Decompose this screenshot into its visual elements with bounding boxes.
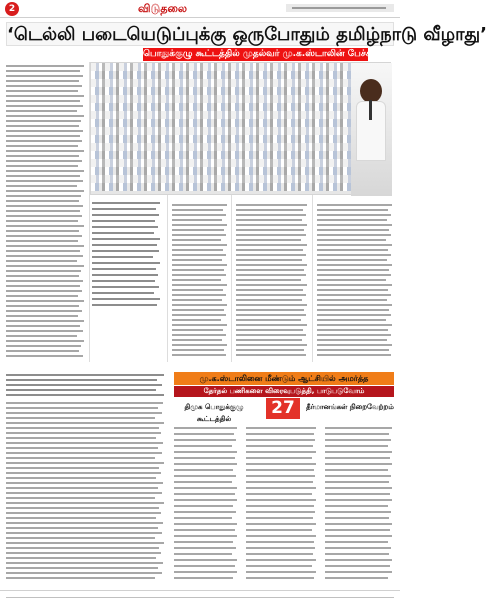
resolution-label-left: திமுக பொதுக்குழு கூட்டத்தில் [184,403,244,423]
page-number-badge: 2 [5,2,19,16]
masthead [0,0,400,18]
microphone-icon [369,100,372,120]
subheadline: பொதுக்குழு கூட்டத்தில் முதல்வர் மு.க.ஸ்டாலின் பேச்சு [143,49,372,59]
article-column [317,202,394,362]
newspaper-logo [138,2,196,15]
newspaper-logo-wordmark: விடுதலை [138,2,188,15]
resolution-count-row [174,398,394,423]
resolution-header: மு.க.ஸ்டாலினை மீண்டும் ஆட்சியில் அமர்த்த [174,372,394,385]
article-column [172,202,228,362]
column-divider [167,195,168,362]
column-divider [231,195,232,362]
rally-crowd-photo [90,62,391,195]
resolution-count: 27 [266,398,300,419]
article-column [236,202,309,362]
resolution-subheader: தேர்தல் பணிகளை விரைவுபடுத்தி, பாடுபடுவோம் [174,386,394,397]
resolution-columns [174,425,394,586]
footer-rule [6,597,394,598]
column-divider [312,195,313,362]
highlight-quote-box [92,200,162,315]
main-headline: ‘டெல்லி படையெடுப்புக்கு ஒருபோதும் தமிழ்நாடு வீழாது’ [7,24,487,45]
footer [0,590,400,604]
resolution-label-right: தீர்மானங்கள் நிறைவேற்றம் [306,403,394,411]
speaker-portrait [351,63,392,196]
lower-left-article [6,372,166,586]
left-article-column [6,62,86,362]
date-band [286,4,394,12]
